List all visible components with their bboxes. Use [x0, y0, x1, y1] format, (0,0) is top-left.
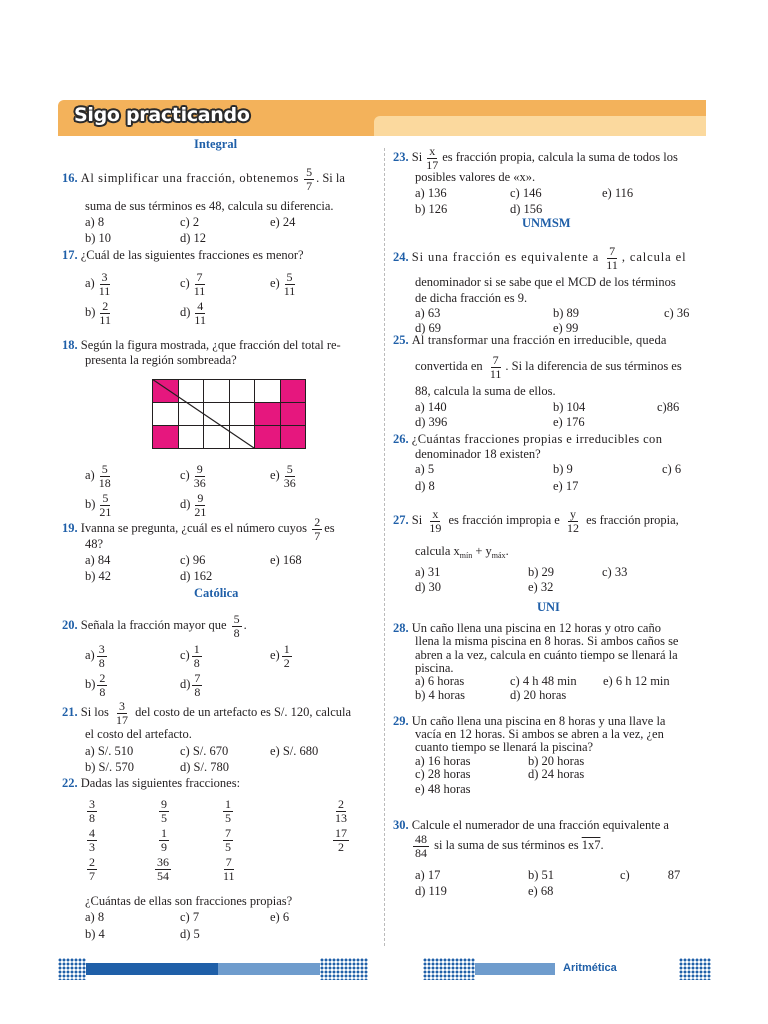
option-b[interactable]: b) $\frac{2}{8}$	[85, 671, 106, 699]
footer-band-light	[475, 963, 555, 975]
question-text: Si	[411, 149, 423, 164]
grid-cell	[153, 403, 179, 426]
option-d[interactable]: d) 156	[510, 202, 543, 216]
option-a[interactable]: a) $\frac{5}{18}$	[85, 462, 111, 490]
option-b[interactable]: b) $\frac{2}{11}$	[85, 299, 111, 327]
option-c[interactable]: c) 28 horas	[415, 767, 471, 781]
question-16	[62, 166, 345, 192]
fraction: $\frac{1}{8}$	[193, 642, 200, 670]
question-number: 21.	[62, 704, 78, 719]
question-text: Señala la fracción mayor que	[80, 617, 227, 632]
footer-left	[58, 958, 368, 980]
option-c[interactable]: c) 33	[602, 565, 628, 579]
fraction: $\frac{7}{11}$	[193, 270, 206, 298]
option-c[interactable]: c) $\frac{9}{36}$	[180, 462, 206, 490]
question-28-text: piscina.	[415, 661, 454, 675]
option-c[interactable]: c) 36	[664, 306, 690, 320]
fraction: $\frac{1}{2}$	[283, 642, 290, 670]
question-25	[393, 333, 667, 348]
fraction-item: $\frac{9}{5}$	[161, 797, 167, 825]
option-e[interactable]: e) 24	[270, 215, 296, 229]
question-18	[62, 338, 341, 353]
question-text: ¿Cuál de las siguientes fracciones es menor?	[80, 248, 304, 262]
option-d[interactable]: d) 12	[180, 231, 207, 245]
question-30	[393, 818, 669, 833]
option-e[interactable]: e) 68	[528, 884, 554, 898]
fraction: $\frac{2}{8}$	[99, 671, 106, 699]
question-text: Según la figura mostrada, ¿que fracción del total re-	[80, 338, 341, 352]
fraction: $\frac{x}{17}$	[426, 144, 439, 172]
fraction-item: $\frac{3}{8}$	[89, 797, 95, 825]
question-number: 19.	[62, 520, 78, 535]
question-number: 27.	[393, 512, 409, 527]
option-e[interactable]: e) $\frac{5}{11}$	[270, 270, 296, 298]
question-number: 17.	[62, 248, 78, 262]
option-d[interactable]: d) 5	[180, 927, 200, 941]
option-d[interactable]: d) 8	[415, 479, 435, 493]
question-26	[393, 432, 662, 447]
question-text: Si los	[80, 704, 109, 719]
fraction-item: $\frac{36}{54}$	[157, 855, 169, 883]
question-text: Un caño llena una piscina en 8 horas y una llave la	[411, 714, 666, 728]
option-e[interactable]: e) 116	[602, 186, 634, 200]
option-e[interactable]: e) $\frac{5}{36}$	[270, 462, 296, 490]
grid-cell	[229, 426, 255, 449]
option-e[interactable]: e) 6 h 12 min	[603, 674, 670, 688]
question-number: 30.	[393, 818, 409, 832]
footer-subject-label: Aritmética	[563, 962, 617, 974]
question-number: 25.	[393, 333, 409, 347]
question-19-text: 48?	[85, 537, 104, 551]
question-28-text: abren a la vez, calcula en cuánto tiempo se llenará la	[415, 648, 678, 662]
question-25-text: 88, calcula la suma de ellos.	[415, 384, 556, 398]
option-a[interactable]: a) 8	[85, 215, 105, 229]
question-text: Si una fracción es equivalente a	[411, 249, 600, 264]
fraction: $\frac{x}{19}$	[429, 507, 442, 535]
section-uni: UNI	[537, 600, 560, 614]
question-number: 23.	[393, 149, 409, 164]
question-number: 26.	[393, 432, 409, 446]
option-c[interactable]: c)86	[657, 400, 680, 414]
question-24-text: de dicha fracción es 9.	[415, 291, 528, 305]
question-number: 28.	[393, 621, 409, 635]
option-e[interactable]: e) 48 horas	[415, 782, 471, 796]
section-integral: Integral	[194, 137, 238, 151]
footer-right	[423, 958, 711, 980]
option-e[interactable]: e) S/. 680	[270, 744, 319, 758]
fraction: $\frac{3}{8}$	[98, 642, 105, 670]
question-text: Dadas las siguientes fracciones:	[80, 776, 241, 790]
question-21-text: el costo del artefacto.	[85, 727, 192, 741]
page-title: Sigo practicando	[74, 104, 250, 126]
footer-band-light	[218, 963, 320, 975]
question-29-text: cuanto tiempo se llenará la piscina?	[415, 740, 594, 754]
question-number: 16.	[62, 170, 78, 185]
question-24: 24. Si una fracción es equivalente a $\frac{7}{11}$ , calcula el	[393, 244, 687, 272]
fraction: $\frac{5}{36}$	[283, 462, 296, 490]
fraction: $\frac{48}{84}$	[415, 832, 427, 860]
fraction-item: $\frac{7}{5}$	[225, 826, 231, 854]
footer-dots	[423, 958, 475, 980]
option-d[interactable]: d) $\frac{4}{11}$	[180, 299, 206, 327]
option-a[interactable]: a) 16 horas	[415, 754, 471, 768]
question-text: Un caño llena una piscina en 12 horas y otro caño	[411, 621, 661, 635]
fraction: $\frac{y}{12}$	[566, 507, 579, 535]
fraction-item: $\frac{2}{13}$	[335, 797, 347, 825]
question-22	[62, 776, 240, 791]
option-c[interactable]: c) 4 h 48 min	[510, 674, 577, 688]
question-27: 27. Si $\frac{x}{19}$ es fracción impropia e $\frac{y}{12}$ es fracción propia,	[393, 507, 679, 535]
grid-cell	[204, 380, 230, 403]
column-divider	[384, 148, 385, 946]
option-a[interactable]: a) 140	[415, 400, 447, 414]
grid-cell	[204, 426, 230, 449]
option-b[interactable]: b) 9	[553, 462, 573, 476]
option-c[interactable]: c) 2	[180, 215, 200, 229]
question-16-text: suma de sus términos es 48, calcula su diferencia.	[85, 199, 334, 213]
question-27-text: calcula $x_{mín} + y_{máx}$.	[415, 544, 509, 560]
question-29-text: vacía en 12 horas. Si ambos se abren a la vez, ¿en	[415, 727, 664, 741]
question-26-text: denominador 18 existen?	[415, 447, 541, 461]
option-e[interactable]: e) 168	[270, 553, 302, 567]
option-d[interactable]: d) 20 horas	[510, 688, 567, 702]
grid-cell	[255, 380, 281, 403]
grid-cell	[178, 403, 204, 426]
grid-cell	[229, 380, 255, 403]
question-28-text: llena la misma piscina en 8 horas. Si ambos caños se	[415, 634, 679, 648]
question-text: ¿Cuántas fracciones propias e irreducibles con	[411, 432, 663, 446]
banner-accent	[374, 116, 706, 136]
question-30-text: $\frac{48}{84}$ si la suma de sus términos es 1x7.	[415, 832, 604, 860]
shaded-figure-grid	[152, 379, 306, 449]
question-19: 19. Ivanna se pregunta, ¿cuál es el número cuyos $\frac{2}{7}$ es	[62, 515, 335, 543]
question-number: 20.	[62, 617, 78, 632]
question-number: 29.	[393, 714, 409, 728]
fraction: $\frac{2}{11}$	[99, 299, 111, 327]
fraction-item: $\frac{2}{7}$	[89, 855, 95, 883]
option-b[interactable]: b) S/. 570	[85, 760, 134, 774]
fraction-item: $\frac{7}{11}$	[223, 855, 235, 883]
question-24-text: denominador si se sabe que el MCD de los términos	[415, 275, 676, 289]
fraction: $\frac{7}{11}$	[489, 353, 502, 381]
option-c[interactable]: c) 87	[620, 868, 681, 882]
fraction: $\frac{5}{21}$	[99, 491, 112, 519]
grid-cell	[229, 403, 255, 426]
question-21: 21. Si los $\frac{3}{17}$ del costo de un artefacto es S/. 120, calcula	[62, 699, 352, 727]
question-23-text: posibles valores de «x».	[415, 170, 536, 184]
option-d[interactable]: d) $\frac{7}{8}$	[180, 671, 201, 699]
option-d[interactable]: d) 69	[415, 321, 442, 335]
option-e[interactable]: e) 32	[528, 580, 554, 594]
footer-dots	[320, 958, 368, 980]
question-text: Si	[411, 512, 423, 527]
grid-cell-shaded	[255, 403, 281, 426]
grid-cell-shaded	[153, 426, 179, 449]
option-b[interactable]: b) 104	[553, 400, 586, 414]
fraction: $\frac{3}{11}$	[98, 270, 111, 298]
option-b[interactable]: b) 20 horas	[528, 754, 585, 768]
option-b[interactable]: b) 42	[85, 569, 112, 583]
option-b[interactable]: b) 126	[415, 202, 448, 216]
option-b[interactable]: b) 4 horas	[415, 688, 465, 702]
option-a[interactable]: a) S/. 510	[85, 744, 134, 758]
option-b[interactable]: b) 29	[528, 565, 555, 579]
option-b[interactable]: b) 4	[85, 927, 105, 941]
fraction: $\frac{9}{36}$	[193, 462, 206, 490]
fraction-item: $\frac{4}{3}$	[89, 826, 95, 854]
option-a[interactable]: a) $\frac{3}{8}$	[85, 642, 105, 670]
option-e[interactable]: e) 6	[270, 910, 290, 924]
grid-cell-shaded	[280, 380, 306, 403]
fraction: $\frac{2}{7}$	[314, 515, 321, 543]
fraction-item: $\frac{1}{9}$	[161, 826, 167, 854]
fraction: $\frac{4}{11}$	[194, 299, 206, 327]
option-e[interactable]: e) 17	[553, 479, 579, 493]
question-text: Ivanna se pregunta, ¿cuál es el número cuyos	[80, 520, 308, 535]
grid-row	[153, 380, 306, 403]
option-b[interactable]: b) 51	[528, 868, 555, 882]
option-a[interactable]: a) $\frac{3}{11}$	[85, 270, 111, 298]
question-text: Al simplificar una fracción, obtenemos	[80, 170, 299, 185]
grid-cell	[178, 426, 204, 449]
option-d[interactable]: d) 396	[415, 415, 448, 429]
option-c[interactable]: c) 6	[662, 462, 682, 476]
option-c[interactable]: c) $\frac{1}{8}$	[180, 642, 200, 670]
fraction: $\frac{9}{21}$	[194, 491, 207, 519]
option-a[interactable]: a) 136	[415, 186, 447, 200]
fraction-item: $\frac{1}{5}$	[225, 797, 231, 825]
fraction: $\frac{5}{11}$	[283, 270, 296, 298]
option-b[interactable]: b) 10	[85, 231, 112, 245]
option-e[interactable]: e) 99	[553, 321, 579, 335]
option-c[interactable]: c) 96	[180, 553, 206, 567]
question-17	[62, 248, 304, 263]
option-e[interactable]: e) $\frac{1}{2}$	[270, 642, 290, 670]
fraction: $\frac{7}{8}$	[194, 671, 201, 699]
section-unmsm: UNMSM	[522, 216, 571, 230]
option-a[interactable]: a) 31	[415, 565, 441, 579]
option-d[interactable]: d) 162	[180, 569, 213, 583]
grid-cell-shaded	[255, 426, 281, 449]
option-d[interactable]: d) 119	[415, 884, 447, 898]
option-a[interactable]: a) 5	[415, 462, 435, 476]
grid-cell	[178, 380, 204, 403]
question-number: 22.	[62, 776, 78, 790]
grid-cell	[204, 403, 230, 426]
option-d[interactable]: d) 30	[415, 580, 442, 594]
option-d[interactable]: d) $\frac{9}{21}$	[180, 491, 207, 519]
header-banner	[58, 100, 706, 136]
option-e[interactable]: e) 176	[553, 415, 585, 429]
grid-row	[153, 426, 306, 449]
option-c[interactable]: c) S/. 670	[180, 744, 229, 758]
option-d[interactable]: d) 24 horas	[528, 767, 585, 781]
footer-dots	[58, 958, 86, 980]
option-a[interactable]: a) 63	[415, 306, 441, 320]
question-25-text: convertida en $\frac{7}{11}$ . Si la diferencia de sus términos es	[415, 353, 682, 381]
question-text: . Si la	[316, 170, 345, 185]
fraction: $\frac{3}{17}$	[116, 699, 129, 727]
option-a[interactable]: a) 6 horas	[415, 674, 465, 688]
fraction: $\frac{5}{7}$	[306, 165, 313, 193]
option-b[interactable]: b) 89	[553, 306, 580, 320]
grid-cell-shaded	[280, 403, 306, 426]
section-catolica: Católica	[194, 586, 239, 600]
fraction-item: $\frac{17}{2}$	[335, 826, 347, 854]
grid-cell-shaded	[153, 380, 179, 403]
option-d[interactable]: d) S/. 780	[180, 760, 229, 774]
question-text: Calcule el numerador de una fracción equivalente a	[411, 818, 669, 832]
question-number: 24.	[393, 249, 409, 264]
fraction: $\frac{5}{18}$	[98, 462, 111, 490]
option-c[interactable]: c) 146	[510, 186, 542, 200]
grid-cell-shaded	[280, 426, 306, 449]
fraction: $\frac{7}{11}$	[606, 244, 618, 272]
question-22-text: ¿Cuántas de ellas son fracciones propias?	[85, 894, 293, 908]
footer-dots	[679, 958, 711, 980]
question-text: Al transformar una fracción en irreducible, queda	[411, 333, 667, 347]
question-number: 18.	[62, 338, 78, 352]
option-c[interactable]: c) $\frac{7}{11}$	[180, 270, 206, 298]
option-a[interactable]: a) 84	[85, 553, 111, 567]
option-a[interactable]: a) 8	[85, 910, 105, 924]
question-23: 23. Si $\frac{x}{17}$ es fracción propia, calcula la suma de todos los	[393, 144, 678, 172]
grid-row	[153, 403, 306, 426]
question-20: 20. Señala la fracción mayor que $\frac{5}{8}$ .	[62, 612, 247, 640]
fraction: $\frac{5}{8}$	[233, 612, 240, 640]
question-18-text: presenta la región sombreada?	[85, 353, 237, 367]
option-b[interactable]: b) $\frac{5}{21}$	[85, 491, 112, 519]
option-a[interactable]: a) 17	[415, 868, 441, 882]
option-c[interactable]: c) 7	[180, 910, 200, 924]
